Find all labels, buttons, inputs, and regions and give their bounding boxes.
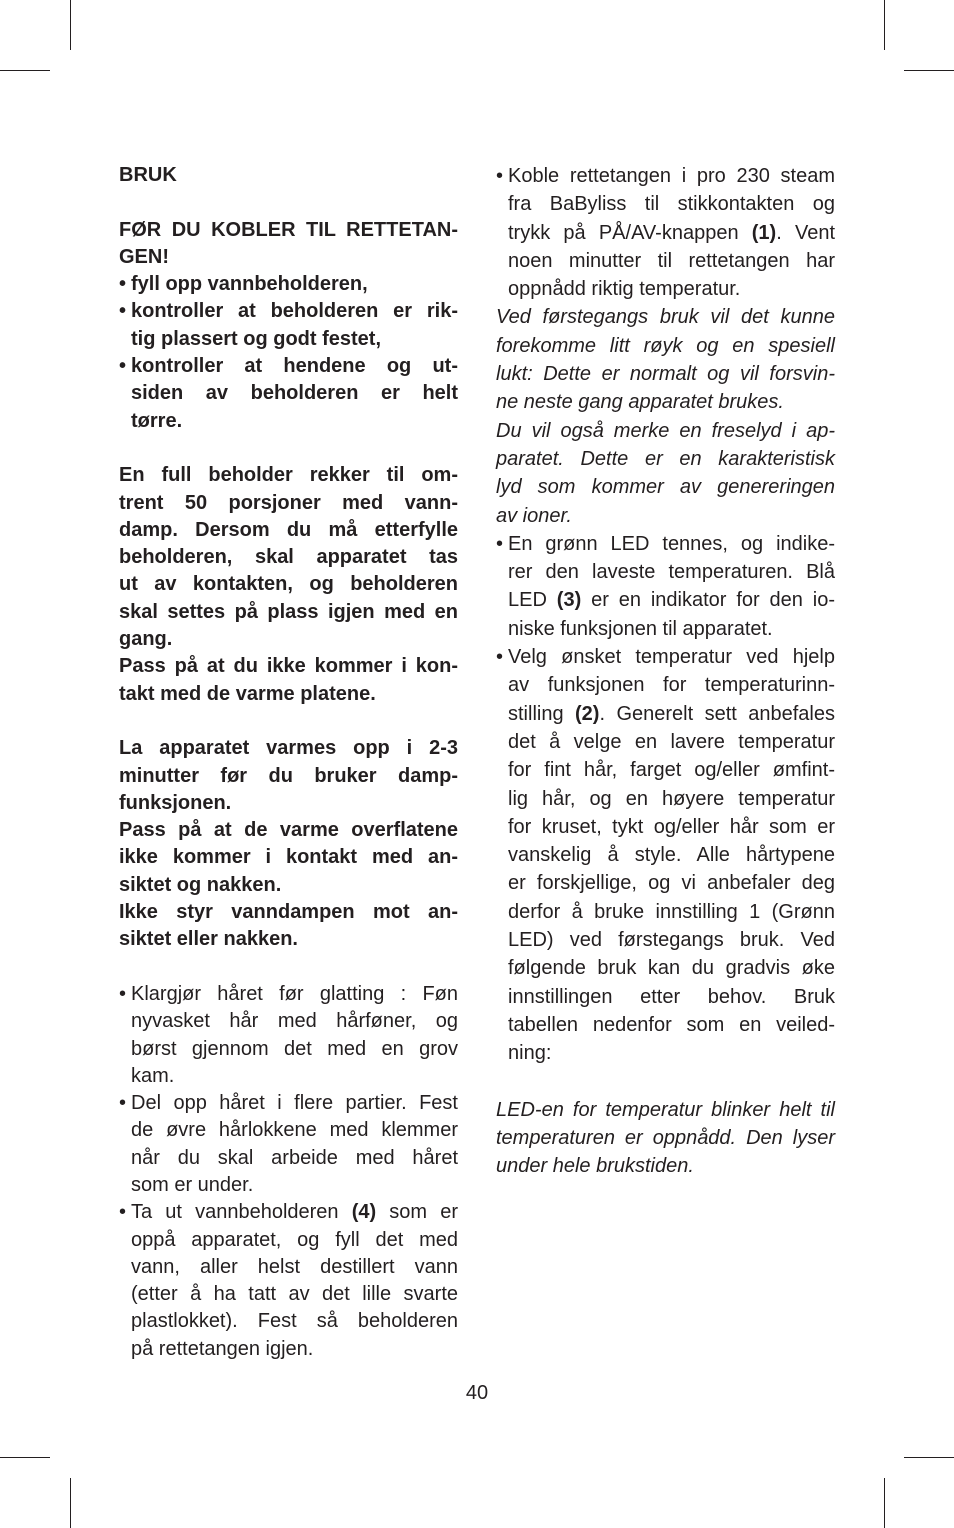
text-line bbox=[508, 1039, 835, 1067]
line-text: av ioner. bbox=[496, 504, 572, 527]
text-line bbox=[496, 388, 835, 416]
line-text: børst gjennom det med en grov bbox=[131, 1037, 458, 1060]
text-line bbox=[496, 1152, 835, 1180]
line-text: vanskelig å style. Alle hårtypene bbox=[508, 844, 835, 867]
text-line bbox=[496, 303, 835, 331]
text-line bbox=[131, 1172, 458, 1199]
line-text: Pass på at de varme overflatene bbox=[119, 819, 458, 842]
text-line bbox=[508, 756, 835, 784]
line-text: de øvre hårlokkene med klemmer bbox=[131, 1119, 458, 1142]
section bbox=[119, 981, 458, 1363]
line-text: av funksjonen for temperaturinn- bbox=[508, 674, 835, 697]
crop-mark-bottom-right-vertical bbox=[884, 1478, 885, 1528]
text-line bbox=[496, 417, 835, 445]
text-line bbox=[131, 326, 458, 353]
line-text: minutter før du bruker damp- bbox=[119, 764, 458, 787]
bullet-marker: • bbox=[119, 1201, 127, 1224]
crop-mark-bottom-left-vertical bbox=[70, 1478, 71, 1528]
line-text: Ved førstegangs bruk vil det kunne bbox=[496, 306, 835, 329]
line-text: derfor å bruke innstilling 1 (Grønn bbox=[508, 900, 835, 923]
line-text: Pass på at du ikke kommer i kon- bbox=[119, 655, 458, 678]
line-text: ut av kontakten, og beholderen bbox=[119, 573, 458, 596]
bullet-item bbox=[496, 643, 835, 1067]
text-line bbox=[508, 558, 835, 586]
text-line bbox=[131, 1308, 458, 1335]
text-line bbox=[119, 926, 458, 953]
text-line bbox=[131, 1117, 458, 1144]
text-line bbox=[119, 653, 458, 680]
bullet-marker: • bbox=[119, 300, 127, 323]
line-text: gang. bbox=[119, 628, 173, 651]
text-line bbox=[119, 844, 458, 871]
text-line bbox=[131, 1336, 458, 1363]
line-text: paratet. Dette er en karakteristisk bbox=[496, 447, 835, 470]
line-text: som er bbox=[376, 1201, 458, 1224]
text-line bbox=[496, 332, 835, 360]
line-text: . Generelt sett anbefales bbox=[599, 702, 835, 725]
line-text: La apparatet varmes opp i 2-3 bbox=[119, 737, 458, 760]
text-line bbox=[131, 1008, 458, 1035]
line-text: plastlokket). Fest så beholderen bbox=[131, 1310, 458, 1333]
text-line bbox=[131, 1063, 458, 1090]
line-text: . Vent bbox=[776, 221, 836, 244]
text-line bbox=[508, 728, 835, 756]
line-text: LED bbox=[508, 589, 557, 612]
bullet-item bbox=[119, 1199, 458, 1363]
text-line bbox=[119, 626, 458, 653]
text-line bbox=[119, 162, 458, 189]
line-text: temperaturen er oppnådd. Den lyser bbox=[496, 1127, 835, 1150]
line-text: er forskjellige, og vi anbefaler deg bbox=[508, 872, 835, 895]
text-line bbox=[508, 954, 835, 982]
text-line bbox=[508, 983, 835, 1011]
text-line bbox=[496, 360, 835, 388]
bullet-marker: • bbox=[119, 273, 127, 296]
crop-mark-bottom-left-horizontal bbox=[0, 1457, 50, 1458]
text-line bbox=[119, 1199, 458, 1226]
line-text: Du vil også merke en freselyd i ap- bbox=[496, 419, 835, 442]
text-line bbox=[119, 681, 458, 708]
line-text: stilling bbox=[508, 702, 576, 725]
line-text: siktet og nakken. bbox=[119, 873, 282, 896]
text-line bbox=[131, 380, 458, 407]
text-line bbox=[508, 926, 835, 954]
line-text: Ta ut vannbeholderen bbox=[131, 1201, 352, 1224]
text-line bbox=[496, 473, 835, 501]
text-line bbox=[119, 462, 458, 489]
paragraph bbox=[119, 162, 458, 189]
line-text: tørre. bbox=[131, 409, 183, 432]
crop-mark-bottom-right-horizontal bbox=[904, 1457, 954, 1458]
text-line bbox=[119, 571, 458, 598]
paragraph bbox=[496, 303, 835, 416]
line-text: En full beholder rekker til om- bbox=[119, 464, 458, 487]
line-text: skal settes på plass igjen med en bbox=[119, 600, 458, 623]
paragraph bbox=[496, 417, 835, 530]
line-text: trent 50 porsjoner med vann- bbox=[119, 491, 458, 514]
text-line bbox=[119, 981, 458, 1008]
text-line bbox=[496, 1096, 835, 1124]
text-line bbox=[508, 275, 835, 303]
line-text: kontroller at beholderen er rik- bbox=[131, 300, 458, 323]
bullet-marker: • bbox=[119, 1092, 127, 1115]
text-line bbox=[119, 217, 458, 244]
section bbox=[119, 162, 458, 189]
text-line bbox=[508, 671, 835, 699]
text-line bbox=[119, 544, 458, 571]
line-text: ne neste gang apparatet brukes. bbox=[496, 391, 784, 414]
text-line bbox=[508, 615, 835, 643]
bullet-marker: • bbox=[496, 165, 504, 187]
text-line bbox=[496, 502, 835, 530]
text-line bbox=[119, 244, 458, 271]
line-text: når du skal arbeide med håret bbox=[131, 1146, 458, 1169]
paragraph bbox=[119, 735, 458, 817]
line-text: oppå apparatet, og fyll det med bbox=[131, 1228, 458, 1251]
section bbox=[119, 735, 458, 953]
text-line bbox=[508, 700, 835, 728]
text-line bbox=[119, 298, 458, 325]
bullet-marker: • bbox=[119, 355, 127, 378]
line-text: LED) ved førstegangs bruk. Ved bbox=[508, 929, 835, 952]
text-line bbox=[496, 162, 835, 190]
line-text: takt med de varme platene. bbox=[119, 682, 376, 705]
line-text: lyd som kommer av genereringen bbox=[496, 476, 835, 499]
text-line bbox=[131, 1036, 458, 1063]
line-text: ning: bbox=[508, 1042, 552, 1065]
bullet-item bbox=[496, 162, 835, 303]
text-line bbox=[508, 813, 835, 841]
line-text: under hele brukstiden. bbox=[496, 1155, 694, 1178]
text-line bbox=[508, 1011, 835, 1039]
text-line bbox=[119, 271, 458, 298]
line-text: Klargjør håret før glatting : Føn bbox=[131, 982, 458, 1005]
text-line bbox=[508, 869, 835, 897]
line-text: ikke kommer i kontakt med an- bbox=[119, 846, 458, 869]
line-text: siktet eller nakken. bbox=[119, 928, 298, 951]
text-line bbox=[119, 735, 458, 762]
line-text: funksjonen. bbox=[119, 791, 232, 814]
bold-reference: (4) bbox=[351, 1201, 377, 1224]
line-text: for fint hår, farget og/eller ømfint- bbox=[508, 759, 835, 782]
section bbox=[119, 462, 458, 708]
line-text: niske funksjonen til apparatet. bbox=[508, 617, 773, 640]
crop-mark-top-left-vertical bbox=[70, 0, 71, 50]
line-text: beholderen, skal apparatet tas bbox=[119, 546, 458, 569]
crop-mark-top-left-horizontal bbox=[0, 70, 50, 71]
crop-mark-top-right-horizontal bbox=[904, 70, 954, 71]
line-text: trykk på PÅ/AV-knappen bbox=[508, 221, 752, 244]
text-line bbox=[119, 899, 458, 926]
section bbox=[496, 162, 835, 1068]
text-line bbox=[119, 790, 458, 817]
line-text: innstillingen etter behov. Bruk bbox=[508, 985, 835, 1008]
line-text: Ikke styr vanndampen mot an- bbox=[119, 901, 458, 924]
line-text: damp. Dersom du må etterfylle bbox=[119, 518, 458, 541]
right-column bbox=[496, 162, 835, 1181]
bullet-item bbox=[119, 981, 458, 1090]
bullet-item bbox=[119, 298, 458, 353]
text-line bbox=[119, 517, 458, 544]
section bbox=[496, 1096, 835, 1181]
line-text: nyvasket hår med hårføner, og bbox=[131, 1010, 458, 1033]
text-line bbox=[131, 1145, 458, 1172]
line-text: noen minutter til rettetangen har bbox=[508, 249, 835, 272]
text-line bbox=[131, 1227, 458, 1254]
text-line bbox=[496, 445, 835, 473]
line-text: kam. bbox=[131, 1064, 175, 1087]
line-text: tabellen nedenfor som en veiled- bbox=[508, 1013, 835, 1036]
bullet-item bbox=[496, 530, 835, 643]
text-line bbox=[119, 817, 458, 844]
line-text: kontroller at hendene og ut- bbox=[131, 355, 458, 378]
line-text: på rettetangen igjen. bbox=[131, 1337, 314, 1360]
paragraph bbox=[119, 217, 458, 272]
line-text: for kruset, tykt og/eller hår som er bbox=[508, 815, 835, 838]
bullet-marker: • bbox=[496, 646, 504, 669]
text-line bbox=[508, 190, 835, 218]
line-text: tig plassert og godt festet, bbox=[131, 327, 382, 350]
bullet-marker: • bbox=[496, 532, 504, 555]
line-text: BRUK bbox=[119, 164, 177, 186]
bullet-item bbox=[119, 271, 458, 298]
text-line bbox=[119, 353, 458, 380]
text-line bbox=[508, 898, 835, 926]
text-line bbox=[119, 763, 458, 790]
paragraph bbox=[119, 817, 458, 899]
line-text: forekomme litt røyk og en spesiell bbox=[496, 334, 835, 357]
line-text: Koble rettetangen i pro 230 steam bbox=[508, 165, 835, 187]
paragraph bbox=[119, 653, 458, 708]
line-text: FØR DU KOBLER TIL RETTETAN- bbox=[119, 218, 458, 241]
bullet-item bbox=[119, 1090, 458, 1199]
line-text: følgende bruk kan du gradvis øke bbox=[508, 957, 835, 980]
line-text: LED-en for temperatur blinker helt til bbox=[496, 1098, 835, 1121]
line-text: Velg ønsket temperatur ved hjelp bbox=[508, 646, 835, 669]
line-text: lig hår, og en høyere temperatur bbox=[508, 787, 835, 810]
text-line bbox=[496, 643, 835, 671]
line-text: lukt: Dette er normalt og vil forsvin- bbox=[496, 363, 835, 386]
text-line bbox=[119, 1090, 458, 1117]
text-line bbox=[508, 841, 835, 869]
line-text: fyll opp vannbeholderen, bbox=[131, 273, 368, 296]
section bbox=[119, 217, 458, 435]
text-line bbox=[508, 219, 835, 247]
line-text: (etter å ha tatt av det lille svarte bbox=[131, 1283, 458, 1306]
line-text: En grønn LED tennes, og indike- bbox=[508, 532, 835, 555]
crop-mark-top-right-vertical bbox=[884, 0, 885, 50]
left-column bbox=[119, 162, 458, 1363]
line-text: det å velge en lavere temperatur bbox=[508, 730, 835, 753]
line-text: rer den laveste temperaturen. Blå bbox=[508, 561, 835, 584]
bullet-marker: • bbox=[119, 982, 127, 1005]
text-line bbox=[508, 785, 835, 813]
line-text: er en indikator for den io- bbox=[581, 589, 835, 612]
text-line bbox=[496, 1124, 835, 1152]
line-text: vann, aller helst destillert vann bbox=[131, 1255, 458, 1278]
text-line bbox=[131, 1281, 458, 1308]
text-line bbox=[131, 408, 458, 435]
line-text: oppnådd riktig temperatur. bbox=[508, 278, 741, 301]
line-text: Del opp håret i flere partier. Fest bbox=[131, 1092, 458, 1115]
line-text: GEN! bbox=[119, 245, 169, 268]
paragraph bbox=[496, 1096, 835, 1181]
line-text: fra BaByliss til stikkontakten og bbox=[508, 193, 835, 216]
bullet-item bbox=[119, 353, 458, 435]
paragraph bbox=[119, 462, 458, 653]
line-text: som er under. bbox=[131, 1173, 254, 1196]
text-line bbox=[119, 490, 458, 517]
text-line bbox=[131, 1254, 458, 1281]
text-line bbox=[496, 530, 835, 558]
bold-reference: (2) bbox=[575, 702, 600, 725]
bold-reference: (1) bbox=[751, 221, 777, 244]
text-line bbox=[508, 247, 835, 275]
page-number: 40 bbox=[465, 1382, 489, 1404]
text-line bbox=[508, 586, 835, 614]
text-line bbox=[119, 872, 458, 899]
bold-reference: (3) bbox=[556, 589, 582, 612]
paragraph bbox=[119, 899, 458, 954]
text-line bbox=[119, 599, 458, 626]
line-text: siden av beholderen er helt bbox=[131, 382, 458, 405]
